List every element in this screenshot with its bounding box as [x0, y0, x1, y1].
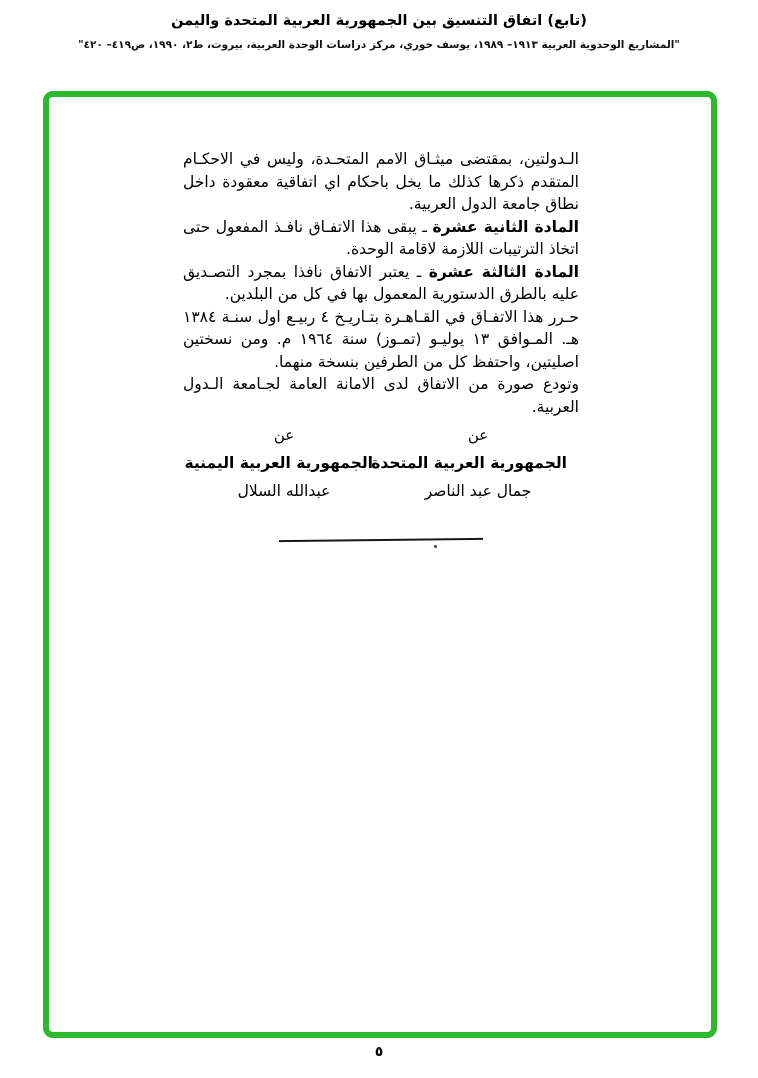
signature-yemen: [184, 424, 373, 503]
document-title: (تابع) اتفاق التنسيق بين الجمهورية العربية المتحدة واليمن: [171, 13, 587, 29]
paragraph-text: حـرر هذا الاتفـاق في القـاهـرة بتـاريـخ ٤ ربيـع اول سنـة ١٣٨٤ هـ. المـوافق ١٣ يوليـو (تمـوز) سنة ١٩٦٤ م. ومن نسختين اصليتين، واحتفظ كل من الطرفين بنسخة منهما.: [183, 307, 579, 371]
page-header: [0, 0, 758, 51]
signature-label: عن: [467, 426, 489, 444]
signature-name: عبدالله السلال: [237, 482, 331, 500]
document-body: [183, 148, 579, 541]
signature-label: عن: [273, 426, 295, 444]
paragraph-article-twelve: [183, 216, 579, 261]
signature-name: جمال عبد الناصر: [424, 482, 532, 500]
signature-uar: [371, 424, 567, 503]
paragraph-text: ـ يعتبر الاتفاق نافذا بمجرد التصـديق عليه بالطرق الدستورية المعمول بها في كل من البلدين.: [183, 262, 579, 303]
signature-entity: الجمهورية العربية المتحدة: [371, 453, 567, 472]
paragraph-text: وتودع صورة من الاتفاق لدى الامانة العامة لجـامعة الـدول العربية.: [183, 375, 579, 416]
paragraph-text: ـ يبقى هذا الاتفـاق نافـذ المفعول حتى اتخاذ الترتيبات اللازمة لاقامة الوحدة.: [183, 217, 579, 258]
article-twelve-lead: المادة الثانية عشرة: [432, 217, 579, 236]
article-thirteen-lead: المادة الثالثة عشرة: [428, 262, 579, 281]
ink-speck: [434, 545, 437, 548]
paragraph-text: الـدولتين، بمقتضى ميثـاق الامم المتحـدة، وليس في الاحكـام المتقدم ذكرها كذلك ما يخل باحكام اي اتفاقية معقودة داخل نطاق جامعة الدول العربية.: [183, 150, 579, 213]
paragraph-article-thirteen: [183, 261, 579, 306]
signature-entity: الجمهورية العربية اليمنية: [184, 453, 373, 472]
paragraph-deposit: [183, 373, 579, 418]
paragraph-continuation: [183, 148, 579, 216]
end-rule: [279, 537, 483, 541]
page-number: ٥: [374, 1044, 384, 1060]
source-citation: "المشاريع الوحدوية العربية ١٩١٣– ١٩٨٩، يوسف خوري، مركز دراسات الوحدة العربية، بيروت، ط٢، ١٩٩٠، ص٤١٩– ٤٢٠": [78, 39, 680, 51]
document-frame: [43, 91, 717, 1038]
paragraph-signing-date: [183, 306, 579, 374]
signature-block: [183, 424, 579, 503]
